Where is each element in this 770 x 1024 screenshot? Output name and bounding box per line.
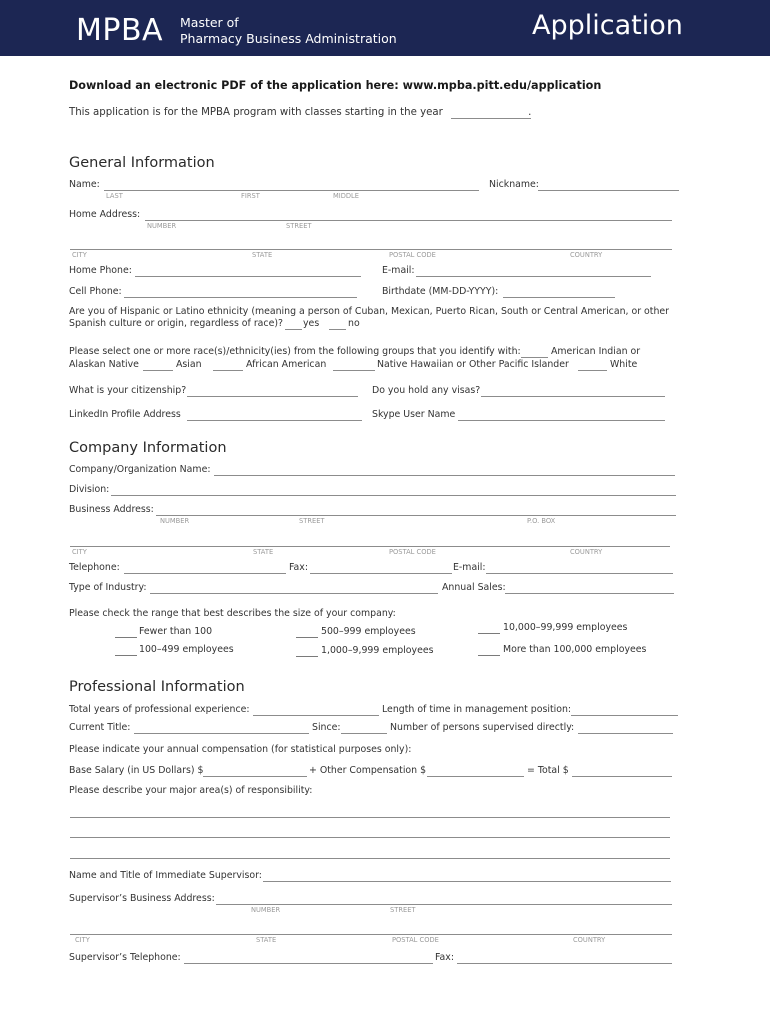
state-label: STATE <box>253 548 274 556</box>
hispanic-no-checkbox[interactable] <box>329 329 346 330</box>
asian-checkbox[interactable] <box>143 370 173 371</box>
state-label: STATE <box>252 251 273 259</box>
business-address-field[interactable] <box>156 515 676 516</box>
email-field[interactable] <box>416 276 651 277</box>
other-compensation-field[interactable] <box>427 776 524 777</box>
postal-code-label: POSTAL CODE <box>392 936 439 944</box>
po-box-label: P.O. BOX <box>527 517 556 525</box>
intro-text <box>69 107 531 118</box>
birthdate-label: Birthdate (MM-DD-YYYY): <box>382 286 499 297</box>
header-banner <box>0 0 770 56</box>
native-hawaiian-checkbox[interactable] <box>333 370 375 371</box>
supervisor-name-field[interactable] <box>263 881 671 882</box>
since-field[interactable] <box>341 733 387 734</box>
race-question: Please select one or more race(s)/ethnicity(ies) from the following groups that you identify with: <box>69 346 521 357</box>
cell-phone-field[interactable] <box>124 297 357 298</box>
supervisor-address-label: Supervisor’s Business Address: <box>69 893 215 904</box>
supervisor-phone-field[interactable] <box>184 963 433 964</box>
division-field[interactable] <box>111 495 676 496</box>
company-size-question: Please check the range that best describes the size of your company: <box>69 608 396 619</box>
current-title-label: Current Title: <box>69 722 131 733</box>
start-year-field[interactable] <box>451 118 531 119</box>
total-field[interactable] <box>572 776 672 777</box>
base-salary-label: Base Salary (in US Dollars) $ <box>69 765 204 776</box>
general-section-title: General Information <box>69 155 215 171</box>
annual-sales-label: Annual Sales: <box>442 582 506 593</box>
skype-field[interactable] <box>458 420 665 421</box>
size-1000-9999-checkbox[interactable] <box>296 656 318 657</box>
division-label: Division: <box>69 484 110 495</box>
other-compensation-label: + Other Compensation $ <box>309 765 427 776</box>
state-label: STATE <box>256 936 277 944</box>
mpba-logo: MPBA <box>76 13 164 48</box>
skype-label: Skype User Name <box>372 409 456 420</box>
hispanic-question-line1: Are you of Hispanic or Latino ethnicity (meaning a person of Cuban, Mexican, Puerto Rican, South or Central American, or other <box>69 306 670 317</box>
page-title: Application <box>532 10 683 41</box>
header-subtitle-line1: Master of <box>180 15 239 30</box>
industry-label: Type of Industry: <box>69 582 147 593</box>
business-address-label: Business Address: <box>69 504 154 515</box>
white-label: White <box>610 359 638 370</box>
persons-supervised-field[interactable] <box>578 733 673 734</box>
first-label: FIRST <box>241 192 260 200</box>
nickname-field[interactable] <box>538 190 679 191</box>
size-100-499-checkbox[interactable] <box>115 655 137 656</box>
supervisor-address-field[interactable] <box>216 904 672 905</box>
country-label: COUNTRY <box>570 548 603 556</box>
middle-label: MIDDLE <box>333 192 359 200</box>
supervisor-address-line2-field[interactable] <box>70 934 672 935</box>
number-label: NUMBER <box>160 517 190 525</box>
country-label: COUNTRY <box>570 251 603 259</box>
visas-field[interactable] <box>481 396 665 397</box>
linkedin-field[interactable] <box>187 420 362 421</box>
since-label: Since: <box>312 722 341 733</box>
citizenship-label: What is your citizenship? <box>69 385 187 396</box>
industry-field[interactable] <box>150 593 438 594</box>
company-fax-label: Fax: <box>289 562 308 573</box>
company-section-title: Company Information <box>69 440 227 456</box>
size-100-499-label: 100–499 employees <box>139 644 234 655</box>
company-fax-field[interactable] <box>310 573 452 574</box>
home-phone-field[interactable] <box>135 276 361 277</box>
street-label: STREET <box>390 906 416 914</box>
compensation-question: Please indicate your annual compensation (for statistical purposes only): <box>69 744 412 755</box>
total-label: = Total $ <box>527 765 569 776</box>
home-phone-label: Home Phone: <box>69 265 132 276</box>
alaskan-native-label: Alaskan Native <box>69 359 139 370</box>
size-500-999-label: 500–999 employees <box>321 626 416 637</box>
african-american-checkbox[interactable] <box>213 370 243 371</box>
size-100000-plus-checkbox[interactable] <box>478 655 500 656</box>
home-address-line2-field[interactable] <box>70 249 672 250</box>
size-10000-99999-checkbox[interactable] <box>478 633 500 634</box>
visas-label: Do you hold any visas? <box>372 385 481 396</box>
responsibility-line-2[interactable] <box>70 837 670 838</box>
intro-period: . <box>528 107 532 118</box>
size-10000-99999-label: 10,000–99,999 employees <box>503 622 628 633</box>
responsibility-line-1[interactable] <box>70 817 670 818</box>
size-500-999-checkbox[interactable] <box>296 637 318 638</box>
email-label: E-mail: <box>382 265 415 276</box>
number-label: NUMBER <box>147 222 177 230</box>
postal-code-label: POSTAL CODE <box>389 548 436 556</box>
company-telephone-label: Telephone: <box>69 562 120 573</box>
responsibility-line-3[interactable] <box>70 858 670 859</box>
nickname-label: Nickname: <box>489 179 539 190</box>
street-label: STREET <box>299 517 325 525</box>
city-label: CITY <box>72 251 87 259</box>
base-salary-field[interactable] <box>203 776 307 777</box>
last-label: LAST <box>106 192 123 200</box>
hispanic-question-line2: Spanish culture or origin, regardless of race)? <box>69 318 283 329</box>
supervisor-phone-label: Supervisor’s Telephone: <box>69 952 181 963</box>
size-fewer-100-label: Fewer than 100 <box>139 626 213 637</box>
supervisor-fax-field[interactable] <box>457 963 672 964</box>
professional-section-title: Professional Information <box>69 679 245 695</box>
current-title-field[interactable] <box>134 733 309 734</box>
postal-code-label: POSTAL CODE <box>389 251 436 259</box>
hispanic-yes-checkbox[interactable] <box>285 329 302 330</box>
responsibility-question: Please describe your major area(s) of responsibility: <box>69 785 313 796</box>
white-checkbox[interactable] <box>578 370 607 371</box>
no-label: no <box>348 318 360 329</box>
years-experience-label: Total years of professional experience: <box>69 704 250 715</box>
company-name-field[interactable] <box>214 475 675 476</box>
cell-phone-label: Cell Phone: <box>69 286 122 297</box>
header-subtitle-line2: Pharmacy Business Administration <box>180 31 397 46</box>
home-address-field[interactable] <box>145 220 672 221</box>
annual-sales-field[interactable] <box>505 593 674 594</box>
native-hawaiian-label: Native Hawaiian or Other Pacific Islander <box>377 359 569 370</box>
supervisor-name-label: Name and Title of Immediate Supervisor: <box>69 870 262 881</box>
business-address-line2-field[interactable] <box>70 546 670 547</box>
name-field[interactable] <box>104 190 479 191</box>
home-address-label: Home Address: <box>69 209 141 220</box>
supervisor-fax-label: Fax: <box>435 952 454 963</box>
birthdate-field[interactable] <box>503 297 615 298</box>
yes-label: yes <box>303 318 320 329</box>
company-telephone-field[interactable] <box>124 573 286 574</box>
city-label: CITY <box>75 936 90 944</box>
size-100000-plus-label: More than 100,000 employees <box>503 644 647 655</box>
american-indian-checkbox[interactable] <box>521 357 548 358</box>
company-email-label: E-mail: <box>453 562 486 573</box>
management-time-label: Length of time in management position: <box>382 704 572 715</box>
city-label: CITY <box>72 548 87 556</box>
country-label: COUNTRY <box>573 936 606 944</box>
number-label: NUMBER <box>251 906 281 914</box>
name-label: Name: <box>69 179 100 190</box>
persons-supervised-label: Number of persons supervised directly: <box>390 722 575 733</box>
management-time-field[interactable] <box>571 715 678 716</box>
size-1000-9999-label: 1,000–9,999 employees <box>321 645 434 656</box>
company-email-field[interactable] <box>486 573 673 574</box>
intro-text-content: This application is for the MPBA program with classes starting in the year <box>69 107 443 118</box>
size-fewer-100-checkbox[interactable] <box>115 637 137 638</box>
years-experience-field[interactable] <box>253 715 379 716</box>
african-american-label: African American <box>246 359 327 370</box>
asian-label: Asian <box>176 359 202 370</box>
american-indian-label: American Indian or <box>551 346 641 357</box>
company-name-label: Company/Organization Name: <box>69 464 211 475</box>
citizenship-field[interactable] <box>187 396 358 397</box>
linkedin-label: LinkedIn Profile Address <box>69 409 181 420</box>
street-label: STREET <box>286 222 312 230</box>
download-note: Download an electronic PDF of the application here: www.mpba.pitt.edu/application <box>69 79 602 92</box>
